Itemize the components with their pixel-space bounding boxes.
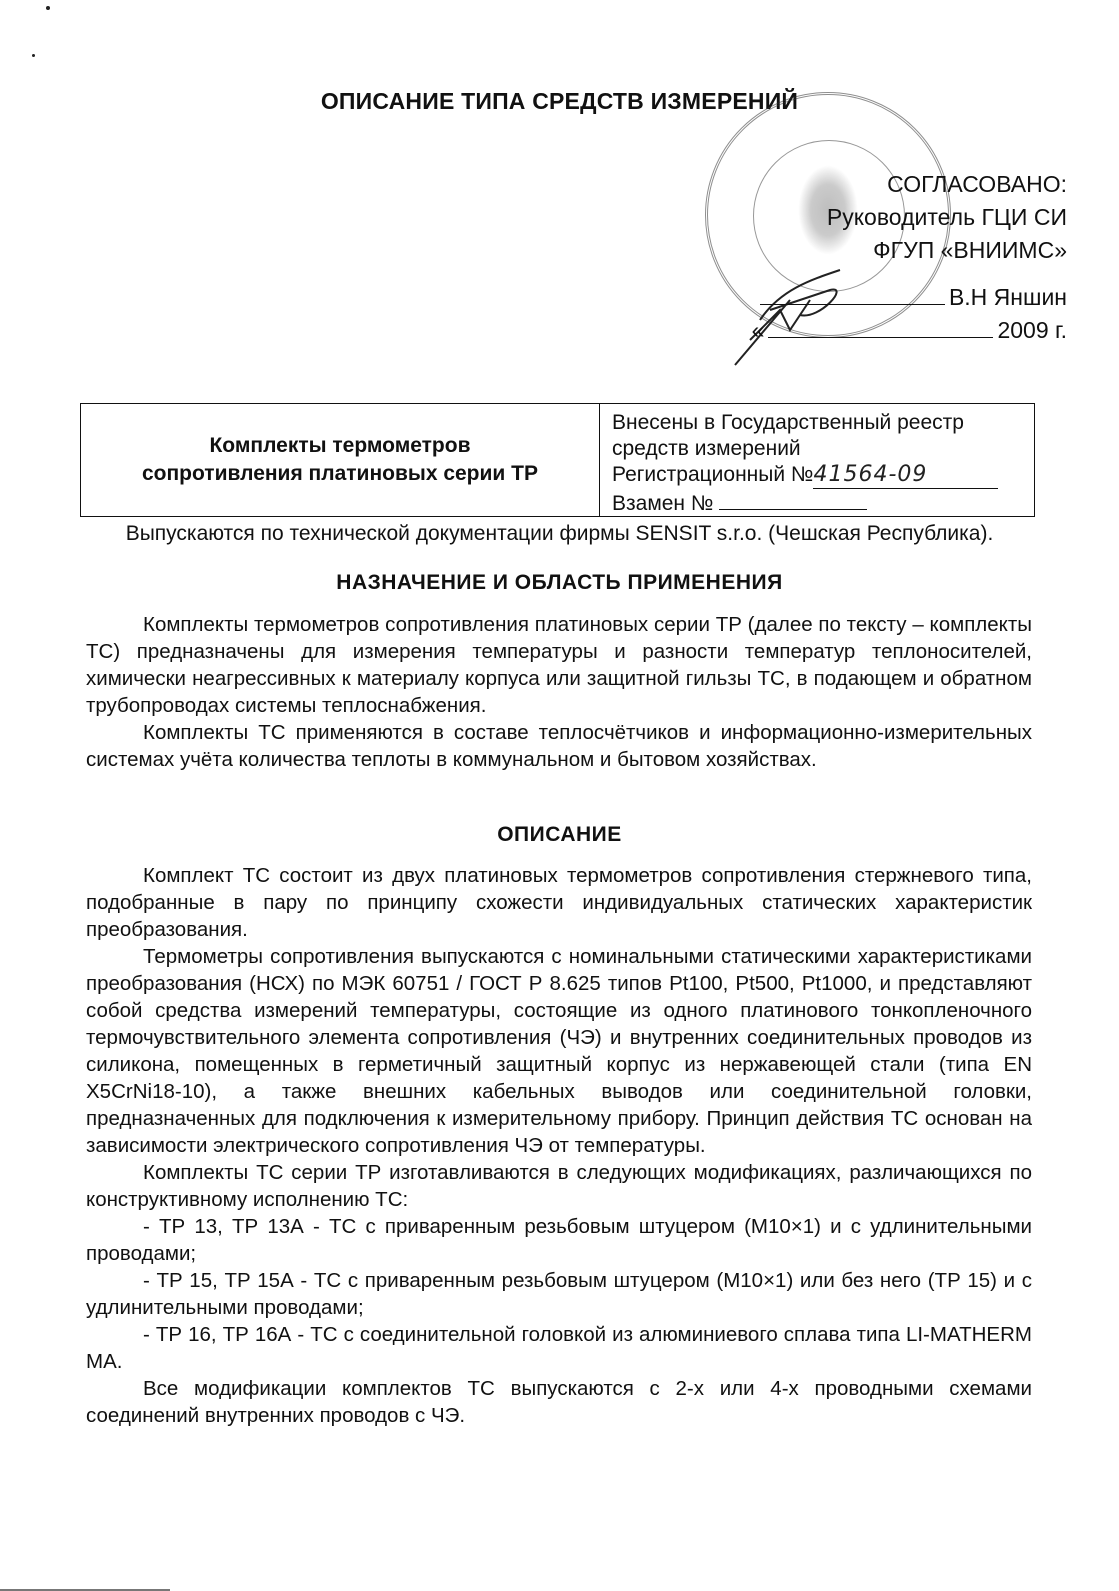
section-purpose-body xyxy=(86,611,1032,773)
replaces-line xyxy=(612,489,1034,517)
scan-speck xyxy=(46,6,50,10)
paragraph: Комплекты ТС серии ТР изготавливаются в следующих модификациях, различающихся по конструктивному исполнению ТС: xyxy=(86,1161,1032,1211)
registry-line1: Внесены в Государственный реестр xyxy=(612,411,964,434)
replaces-label: Взамен № xyxy=(612,492,714,515)
list-item: - ТР 16, ТР 16А - ТС с соединительной головкой из алюминиевого сплава типа LI-MATHERM MA. xyxy=(86,1323,1032,1373)
registry-table xyxy=(80,403,1035,517)
approval-position: Руководитель ГЦИ СИ xyxy=(826,204,1067,230)
product-name-line1: Комплекты термометров xyxy=(209,434,471,457)
section-heading-description: ОПИСАНИЕ xyxy=(497,823,622,846)
paragraph: Комплекты термометров сопротивления платиновых серии ТР (далее по тексту – комплекты ТС) предназначены для измерения температуры и разности температур теплоносителей, химически неагрессивных к материалу корпуса или защитной гильзы ТС, в подающем и обратном трубопроводах системы теплоснабжения. xyxy=(86,613,1032,717)
registration-line xyxy=(612,462,1034,489)
approval-label: СОГЛАСОВАНО: xyxy=(887,171,1067,197)
document-title: ОПИСАНИЕ ТИПА СРЕДСТВ ИЗМЕРЕНИЙ xyxy=(320,88,799,114)
approval-date-line xyxy=(752,314,1067,347)
paragraph: Комплект ТС состоит из двух платиновых термометров сопротивления стержневого типа, подобранные в пару по принципу схожести индивидуальных статических характеристик преобразования. xyxy=(86,864,1032,941)
replaces-value xyxy=(719,489,867,510)
issued-by-text: Выпускаются по технической документации фирмы SENSIT s.r.o. (Чешская Республика). xyxy=(125,522,994,545)
signature-line xyxy=(760,284,945,305)
registration-number: 41564-09 xyxy=(813,462,998,489)
paragraph: Термометры сопротивления выпускаются с номинальными статическими характеристиками преобразования (НСХ) по МЭК 60751 / ГОСТ Р 8.625 типов Pt100, Pt500, Pt1000, и представляют собой средства измерений температуры, состоящие из одного платинового тонкопленочного термочувствительного элемента сопротивления (ЧЭ) и внутренних соединительных проводов из силикона, помещенных в герметичный защитный корпус из нержавеющей стали (типа EN X5CrNi18-10), а также внешних кабельных выводов или соединительной головки, предназначенных для подключения к измерительному прибору. Принцип действия ТС основан на зависимости электрического сопротивления ЧЭ от температуры. xyxy=(86,945,1032,1157)
scan-speck xyxy=(32,54,35,57)
approval-year: 2009 г. xyxy=(997,317,1067,343)
list-item: - ТР 13, ТР 13А - ТС с приваренным резьбовым штуцером (М10×1) и с удлинительными проводами; xyxy=(86,1215,1032,1265)
list-item: - ТР 15, ТР 15А - ТС с приваренным резьбовым штуцером (М10×1) или без него (ТР 15) и с удлинительными проводами; xyxy=(86,1269,1032,1319)
product-name-cell xyxy=(81,404,600,516)
approval-signatory-line xyxy=(752,281,1067,314)
approval-organization: ФГУП «ВНИИМС» xyxy=(873,237,1067,263)
paragraph: Комплекты ТС применяются в составе теплосчётчиков и информационно-измерительных системах учёта количества теплоты в коммунальном и бытовом хозяйствах. xyxy=(86,721,1032,771)
date-open-quote: « xyxy=(751,317,765,343)
section-description-body xyxy=(86,862,1032,1429)
registration-label: Регистрационный № xyxy=(612,463,814,486)
approval-signatory: В.Н Яншин xyxy=(948,284,1067,310)
date-blank xyxy=(768,317,993,338)
section-heading-purpose: НАЗНАЧЕНИЕ И ОБЛАСТЬ ПРИМЕНЕНИЯ xyxy=(336,571,783,594)
product-name-line2: сопротивления платиновых серии ТР xyxy=(141,462,539,485)
approval-block xyxy=(752,168,1067,347)
paragraph: Все модификации комплектов ТС выпускаются с 2-х или 4-х проводными схемами соединений внутренних проводов с ЧЭ. xyxy=(86,1377,1032,1427)
registry-line2: средств измерений xyxy=(612,437,801,460)
registry-cell xyxy=(600,404,1034,516)
